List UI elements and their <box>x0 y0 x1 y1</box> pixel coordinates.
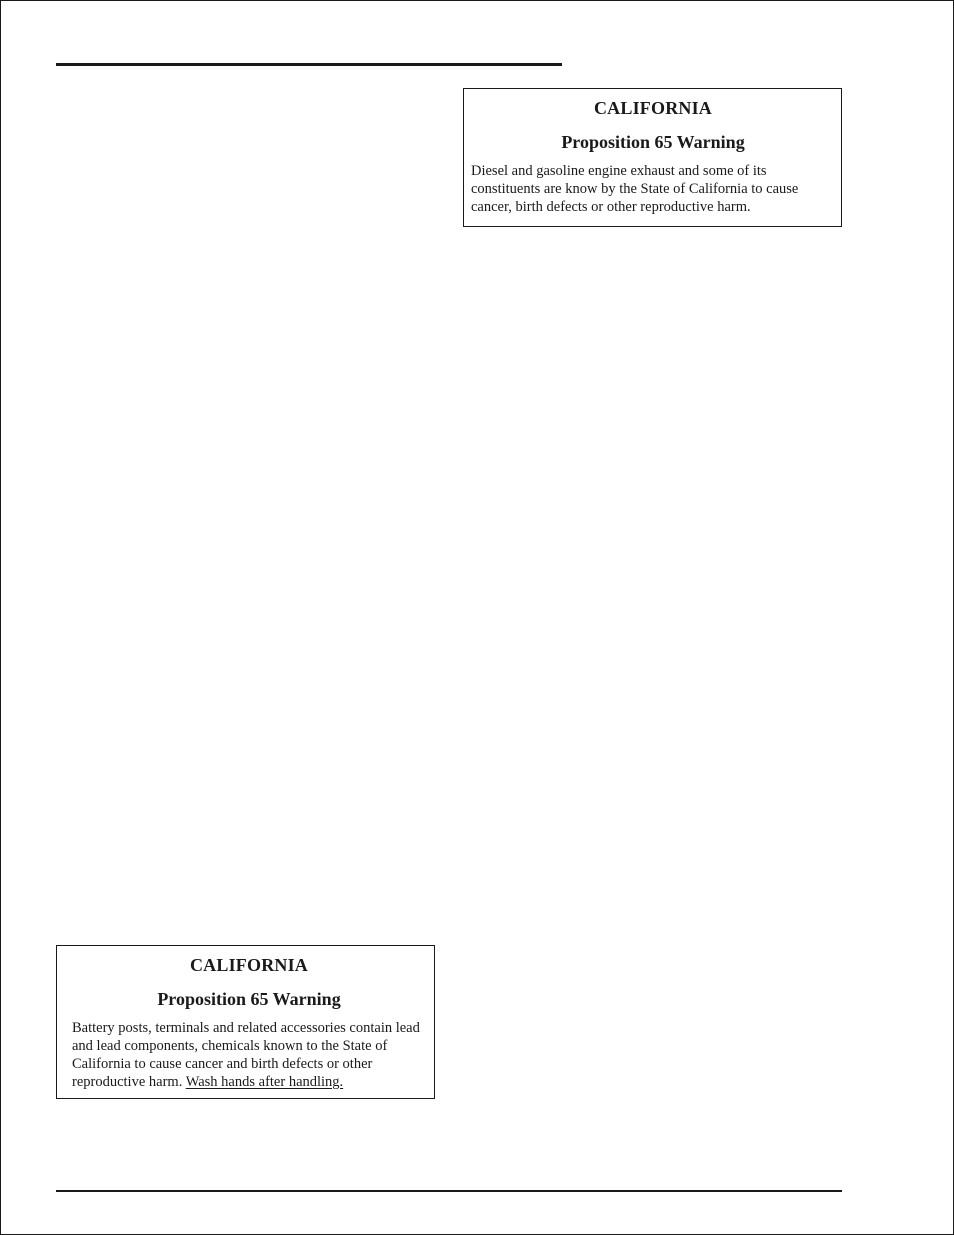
warning-body-text: Battery posts, terminals and related accessories contain lead and lead components, chemicals known to the State of California to cause cancer and birth defects or other reproductive harm. <box>72 1020 420 1090</box>
header-rule <box>56 63 562 66</box>
wash-hands-notice: Wash hands after handling. <box>185 1074 344 1090</box>
footer-rule <box>56 1190 842 1192</box>
warning-title: CALIFORNIA <box>593 98 712 118</box>
engine-exhaust-warning-box <box>463 88 842 227</box>
warning-subtitle: Proposition 65 Warning <box>157 989 341 1009</box>
warning-title: CALIFORNIA <box>189 955 308 975</box>
warning-body <box>72 1019 426 1091</box>
warning-body: Diesel and gasoline engine exhaust and some of its constituents are know by the State of California to cause cancer, birth defects or other reproductive harm. <box>471 163 799 215</box>
battery-warning-box <box>56 945 435 1099</box>
warning-subtitle: Proposition 65 Warning <box>561 132 745 152</box>
